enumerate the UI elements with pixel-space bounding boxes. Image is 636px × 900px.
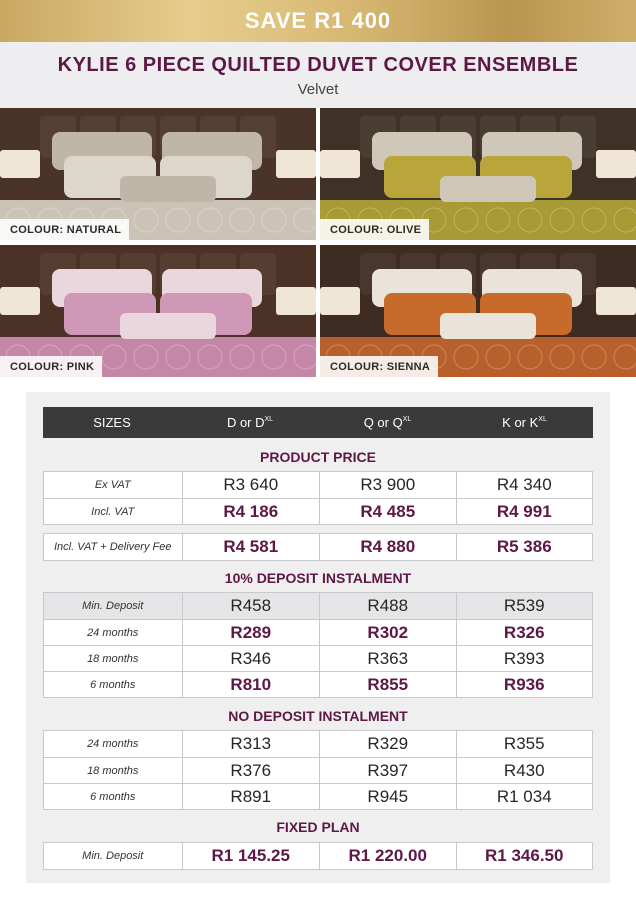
table-row [44, 619, 592, 645]
price-cell: R355 [456, 731, 593, 757]
lamp-left-shade [0, 287, 40, 315]
price-cell: R329 [319, 731, 456, 757]
price-cell: R1 145.25 [182, 843, 320, 869]
row-label: Incl. VAT [91, 505, 135, 518]
bolster-pillow [440, 176, 536, 202]
lamp-left-shade [320, 150, 360, 178]
price-cell: R539 [456, 593, 593, 619]
table-row [44, 757, 592, 783]
price-cell: R313 [182, 731, 320, 757]
price-cell: R393 [456, 646, 593, 671]
photo-natural[interactable] [0, 108, 316, 240]
lamp-left-shade [320, 287, 360, 315]
price-cell: R1 220.00 [319, 843, 456, 869]
row-label: Min. Deposit [44, 593, 182, 619]
section-fixed-plan: FIXED PLAN [276, 819, 360, 835]
section-product-price: PRODUCT PRICE [260, 449, 376, 465]
photo-sienna[interactable] [320, 245, 636, 377]
sizes-header-row [43, 407, 593, 438]
deposit-instalment-table [43, 592, 593, 698]
price-panel [26, 392, 610, 883]
product-title: KYLIE 6 PIECE QUILTED DUVET COVER ENSEMBLE [57, 54, 579, 76]
price-cell: R302 [319, 620, 456, 645]
row-label: Incl. VAT + Delivery Fee [54, 541, 172, 553]
price-cell: R397 [319, 758, 456, 783]
table-row [44, 731, 592, 757]
table-row [44, 645, 592, 671]
row-label: 6 months [90, 790, 136, 803]
bolster-pillow [120, 176, 216, 202]
fixed-plan-table [43, 842, 593, 870]
colour-label-natural: COLOUR: NATURAL [0, 219, 129, 240]
section-no-deposit-instalment: NO DEPOSIT INSTALMENT [228, 708, 408, 724]
header-queen: Q or Q $^{XL}$ [363, 415, 412, 430]
colour-label-pink: COLOUR: PINK [0, 356, 102, 377]
lamp-left-shade [0, 150, 40, 178]
row-label: 6 months [90, 678, 136, 691]
price-cell: R326 [456, 620, 593, 645]
row-label: 18 months [87, 652, 139, 665]
save-banner: SAVE R1 400 [0, 0, 636, 42]
bolster-pillow [440, 313, 536, 339]
colour-gallery [0, 108, 636, 378]
price-cell: R4 186 [182, 499, 320, 524]
table-row [44, 783, 592, 809]
header-king: K or K $^{XL}$ [502, 415, 547, 430]
price-cell: R891 [182, 784, 320, 809]
price-cell: R3 640 [182, 472, 320, 498]
table-row [44, 843, 592, 869]
price-cell: R458 [182, 593, 320, 619]
colour-label-olive: COLOUR: OLIVE [320, 219, 429, 240]
table-row [44, 498, 592, 524]
row-label: Min. Deposit [82, 850, 144, 862]
price-cell: R376 [182, 758, 320, 783]
header-double: D or D $^{XL}$ [226, 415, 274, 430]
photo-pink[interactable] [0, 245, 316, 377]
lamp-right-shade [596, 150, 636, 178]
lamp-right-shade [596, 287, 636, 315]
colour-label-sienna: COLOUR: SIENNA [320, 356, 438, 377]
price-cell: R289 [182, 620, 320, 645]
row-label: 24 months [87, 626, 139, 639]
price-cell: R810 [182, 672, 320, 697]
bolster-pillow [120, 313, 216, 339]
price-cell: R1 346.50 [456, 843, 593, 869]
photo-olive[interactable] [320, 108, 636, 240]
product-subtitle: Velvet [297, 81, 339, 98]
price-cell: R1 034 [456, 784, 593, 809]
price-cell: R855 [319, 672, 456, 697]
section-deposit-instalment: 10% DEPOSIT INSTALMENT [224, 570, 412, 586]
price-cell: R430 [456, 758, 593, 783]
lamp-right-shade [276, 287, 316, 315]
delivery-price-table [43, 533, 593, 561]
lamp-right-shade [276, 150, 316, 178]
price-cell: R3 900 [319, 472, 456, 498]
price-cell: R488 [319, 593, 456, 619]
table-row [44, 671, 592, 697]
header-sizes: SIZES [93, 415, 131, 430]
row-label: Ex VAT [94, 479, 131, 491]
price-cell: R4 581 [182, 534, 320, 560]
no-deposit-instalment-table [43, 730, 593, 810]
price-cell: R4 991 [456, 499, 593, 524]
row-label: 18 months [87, 764, 139, 777]
product-price-table [43, 471, 593, 525]
table-row [44, 534, 592, 560]
price-cell: R363 [319, 646, 456, 671]
price-cell: R4 485 [319, 499, 456, 524]
price-cell: R5 386 [456, 534, 593, 560]
table-row [44, 472, 592, 498]
product-header [0, 42, 636, 108]
price-cell: R936 [456, 672, 593, 697]
row-label: 24 months [87, 738, 139, 750]
price-cell: R346 [182, 646, 320, 671]
price-cell: R4 880 [319, 534, 456, 560]
table-row [44, 593, 592, 619]
price-cell: R4 340 [456, 472, 593, 498]
price-cell: R945 [319, 784, 456, 809]
